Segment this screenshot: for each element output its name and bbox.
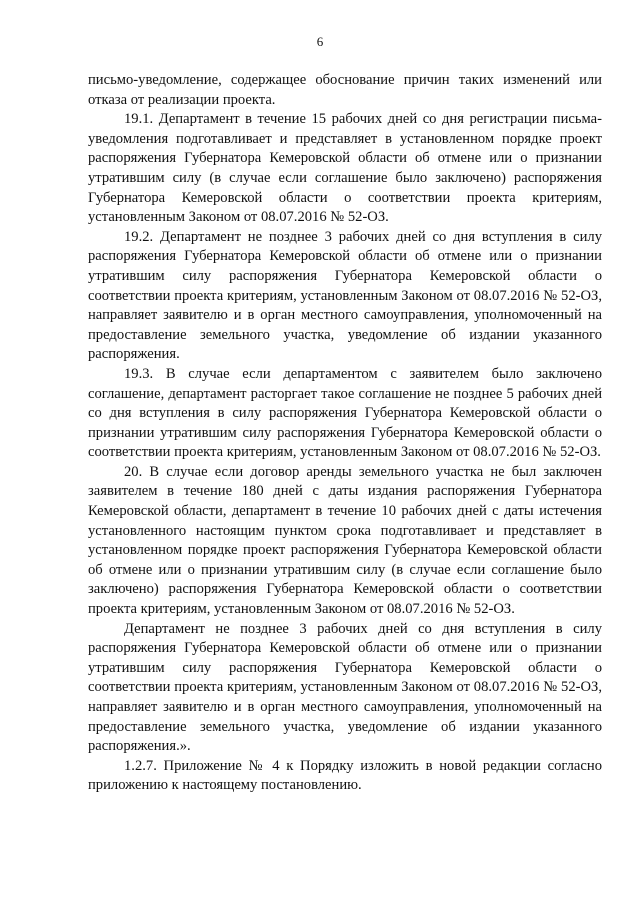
- paragraph-19-3: 19.3. В случае если департаментом с заявителем было заключено соглашение, департамент расторгает такое соглашение не позднее 5 рабочих дней со дня вступления в силу распоряжения Губернатора Кемеровской области о признании утратившим силу распоряжения Губернатора Кемеровской области о соответствии проекта критериям, установленным Законом от 08.07.2016 № 52-ОЗ.: [88, 365, 602, 461]
- page-number: 6: [316, 34, 324, 49]
- paragraph-20: 20. В случае если договор аренды земельного участка не был заключен заявителем в течение 180 дней с даты издания распоряжения Губернатора Кемеровской области, департамент в течение 10 рабочих дней с даты истечения установленного настоящим пунктом срока подготавливает и представляет в установленном порядке проект распоряжения Губернатора Кемеровской области об отмене или о признании утратившим силу (в случае если соглашение было заключено) распоряжения Губернатора Кемеровской области о соответствии проекта критериям, установленным Законом от 08.07.2016 № 52-ОЗ.: [88, 463, 602, 618]
- paragraph-continuation: письмо-уведомление, содержащее обоснование причин таких изменений или отказа от реализации проекта.: [88, 72, 602, 108]
- paragraph-19-2: 19.2. Департамент не позднее 3 рабочих дней со дня вступления в силу распоряжения Губернатора Кемеровской области об отмене или о признании утратившим силу распоряжения Губернатора Кемеровской области о соответствии проекта критериям, установленным Законом от 08.07.2016 № 52-ОЗ, направляет заявителю и в орган местного самоуправления, уполномоченный на предоставление земельного участка, уведомление об издании указанного распоряжения.: [88, 228, 602, 363]
- paragraph-19-1: 19.1. Департамент в течение 15 рабочих дней со дня регистрации письма-уведомления подготавливает и представляет в установленном порядке проект распоряжения Губернатора Кемеровской области об отмене или о признании утратившим силу (в случае если соглашение было заключено) распоряжения Губернатора Кемеровской области о соответствии проекта критериям, установленным Законом от 08.07.2016 № 52-ОЗ.: [88, 111, 602, 226]
- document-body: [88, 71, 602, 796]
- paragraph-20-department: Департамент не позднее 3 рабочих дней со дня вступления в силу распоряжения Губернатора Кемеровской области об отмене или о признании утратившим силу распоряжения Губернатора Кемеровской области о соответствии проекта критериям, установленным Законом от 08.07.2016 № 52-ОЗ, направляет заявителю и в орган местного самоуправления, уполномоченный на предоставление земельного участка, уведомление об издании указанного распоряжения.».: [88, 620, 602, 755]
- paragraph-1-2-7: 1.2.7. Приложение № 4 к Порядку изложить в новой редакции согласно приложению к настоящему постановлению.: [88, 757, 602, 794]
